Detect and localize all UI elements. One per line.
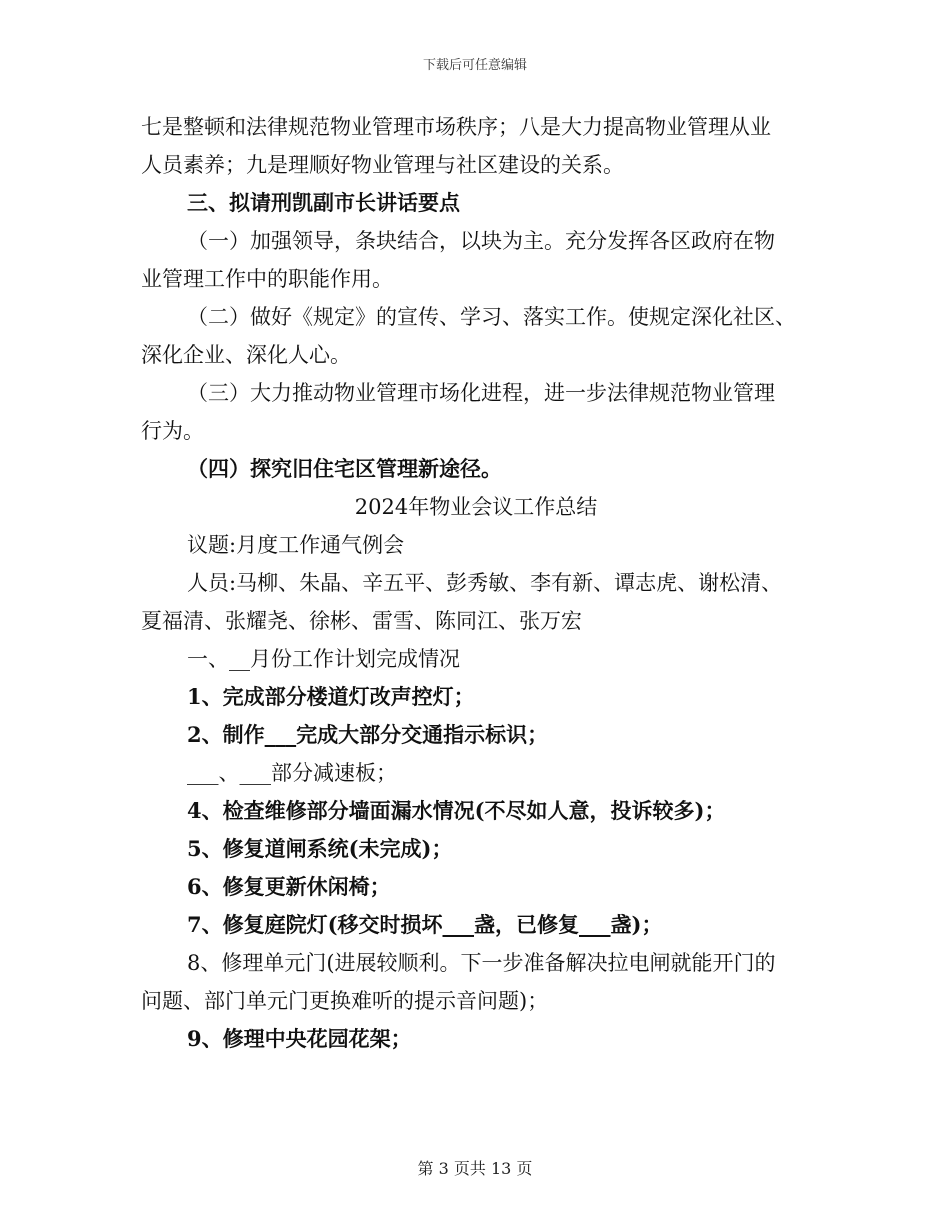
paragraph-line: （三）大力推动物业管理市场化进程，进一步法律规范物业管理 bbox=[187, 381, 775, 405]
paragraph-line: 夏福清、张耀尧、徐彬、雷雪、陈同江、张万宏 bbox=[141, 609, 582, 633]
list-item: 9、修理中央花园花架； bbox=[187, 1026, 412, 1051]
list-item: 7、修复庭院灯(移交时损坏___盏，已修复___盏)； bbox=[187, 912, 663, 937]
paragraph-line: 业管理工作中的职能作用。 bbox=[141, 267, 393, 291]
document-title: 2024年物业会议工作总结 bbox=[354, 495, 598, 519]
list-item: 5、修复道闸系统(未完成)； bbox=[187, 836, 453, 861]
paragraph-line: （二）做好《规定》的宣传、学习、落实工作。使规定深化社区、 bbox=[187, 305, 796, 329]
list-item: ___、___部分减速板； bbox=[187, 761, 397, 785]
list-item: 8、修理单元门(进展较顺利。下一步准备解决拉电闸就能开门的 bbox=[187, 951, 776, 975]
list-item: 1、完成部分楼道灯改声控灯； bbox=[187, 684, 475, 709]
page-header: 下载后可任意编辑 bbox=[422, 58, 527, 73]
document-body bbox=[141, 108, 811, 1058]
section-heading: （四）探究旧住宅区管理新途径。 bbox=[187, 456, 502, 481]
paragraph-line: （一）加强领导，条块结合，以块为主。充分发挥各区政府在物 bbox=[187, 229, 775, 253]
list-item: 4、检查维修部分墙面漏水情况(不尽如人意，投诉较多)； bbox=[187, 798, 726, 823]
paragraph-line: 问题、部门单元门更换难听的提示音问题)； bbox=[141, 989, 549, 1013]
list-item: 6、修复更新休闲椅； bbox=[187, 874, 391, 899]
paragraph-line: 深化企业、深化人心。 bbox=[141, 343, 351, 367]
paragraph-line: 议题:月度工作通气例会 bbox=[187, 533, 405, 557]
paragraph-line: 人员:马柳、朱晶、辛五平、彭秀敏、李有新、谭志虎、谢松清、 bbox=[187, 571, 783, 595]
section-heading: 一、__月份工作计划完成情况 bbox=[187, 647, 460, 671]
paragraph-line: 人员素养；九是理顺好物业管理与社区建设的关系。 bbox=[141, 153, 624, 177]
page-footer: 第 3 页共 13 页 bbox=[417, 1159, 533, 1178]
paragraph-line: 七是整顿和法律规范物业管理市场秩序；八是大力提高物业管理从业 bbox=[141, 115, 771, 139]
section-heading: 三、拟请刑凯副市长讲话要点 bbox=[187, 190, 460, 215]
list-item: 2、制作___完成大部分交通指示标识； bbox=[187, 722, 549, 747]
paragraph-line: 行为。 bbox=[141, 419, 204, 443]
